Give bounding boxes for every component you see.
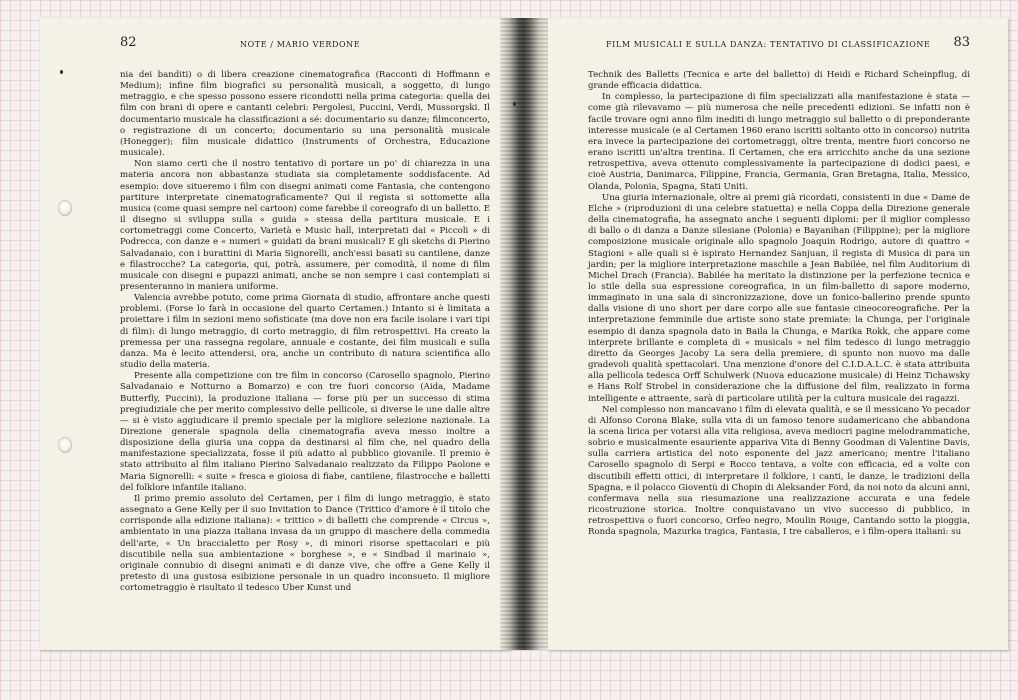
left-paragraph-1: nia dei banditi) o di libera creazione cinematografica (Racconti di Hoffmann e Medium); infine film biografici su personalità musicali, a soggetto, di lungo metraggio, e che spesso possono essere ricondotti nella prima categoria: quella dei film con brani di opere e cantanti celebri: Pergolesi, Puccini, Verdi, Mussorgski. Il documentario musicale ha classificazioni a sé: documentario su danze; filmconcerto, o registrazione di un concerto; documentario su una personalità musicale (Honegger); film musicale didattico (Instruments of Orchestra, Educazione musicale). [120,70,490,159]
right-running-head: FILM MUSICALI E SULLA DANZA: TENTATIVO DI CLASSIFICAZIONE [606,40,931,49]
punch-hole-upper [58,200,72,216]
right-paragraph-1: Technik des Balletts (Tecnica e arte del balletto) di Heidi e Richard Scheinpflug, di grande efficacia didattica. [588,70,970,92]
right-paragraph-4: Nel complesso non mancavano i film di elevata qualità, e se il messicano Yo pecador di Alfonso Corona Blake, sulla vita di un famoso tenore sudamericano che abbandona la scena lirica per votarsi alla vita religiosa, aveva mediocri pagine melodrammatiche, sobrio e musicalmente esauriente appariva Vita di Benny Goodman di Valentine Davis, sulla carriera artistica del noto esponente del jazz americano; mentre l'italiano Carosello spagnolo di Serpi e Rocco tentava, a volte con efficacia, ed a volte con discutibili effetti ottici, di interpretare il folklore, i canti, le danze, le tradizioni della Spagna, e il polacco Gioventù di Chopin di Aleksander Ford, da noi noto da alcuni anni, confermava nella sua riesumazione una realizzazione accurata e una fedele ricostruzione storica. Inoltre conquistavano un vivo successo di pubblico, in retrospettiva o fuori concorso, Orfeo negro, Moulin Rouge, Cantando sotto la pioggia, Ronda spagnola, Mazurka tragica, Fantasia, I tre caballeros, e i film-opera italiani: su [588,404,970,538]
right-page-header [588,35,970,60]
left-page-header [120,35,490,60]
right-page [548,18,1008,650]
punch-hole-lower [58,437,72,453]
book-gutter [500,18,550,650]
right-paragraph-3: Una giuria internazionale, oltre ai premi già ricordati, consistenti in due « Dame de Elche » (riproduzioni di una celebre statuetta) e nella Coppa della Direzione generale della cinematografia, ha assegnato anche i seguenti diplomi: per il miglior complesso di ballo o di danza a Danze silesiane (Polonia) e Bayanihan (Filippine); per la migliore composizione musicale originale allo spagnolo Joaquin Rodrigo, autore di quattro « Stagioni » alle quali si è ispirato Hernandez Sanjuan, il regista di Musica di para un jardin; per la migliore interpretazione maschile a Jean Babilée, nel film Auditorium di Michel Drach (Francia). Babilée ha meritato la distinzione per la perfezione tecnica e lo stile della sua espressione coreografica, in un film-balletto di sapore moderno, immaginato in una sala di sincronizzazione, dove un fonico-ballerino prende spunto dalla visione di uno short per dare corpo alle sue fantasie cineocoreografiche. Per la interpretazione femminile due artiste sono state premiate: la Chunga, per l'originale esempio di danza spagnola dato in Baila la Chunga, e Marika Rokk, che appare come interprete brillante e completa di « musicals » nel film tedesco di lungo metraggio diretto da Georges Jacoby La sera della premiere, di spunto non nuovo ma dalle gradevoli qualità spettacolari. Una menzione d'onore del C.I.D.A.L.C. è stata attribuita alla pellicola tedesca Orff Schulwerk (Nuova educazione musicale) di Heinz Tichawsky e Hans Rolf Strobel in considerazione che la diffusione del film, realizzato in forma intelligente e attraente, sarà di particolare utilità per la cultura musicale dei ragazzi. [588,192,970,404]
left-paragraph-5: Il primo premio assoluto del Certamen, per i film di lungo metraggio, è stato assegnato a Gene Kelly per il suo Invitation to Dance (Trittico d'amore è il titolo che corrisponde alla edizione italiana): « trittico » di balletti che comprende « Circus », ambientato in una piazza italiana invasa da un gruppo di maschere della commedia dell'arte, « Un braccialetto per Rosy », di minori risorse spettacolari e più discutibile nella sua ambientazione « borghese », e « Sindbad il marinaio », originale connubio di disegni animati e di danze vive, che offre a Gene Kelly il pretesto di una gustosa esibizione personale in un quadro inconsueto. Il migliore cortometraggio è risultato il tedesco Uber Kunst und [120,493,490,594]
left-paragraph-3: Valencia avrebbe potuto, come prima Giornata di studio, affrontare anche questi problemi. (Forse lo farà in occasione del quarto Certamen.) Intanto si è limitata a proiettare i film in sezioni meno sofisticate (ma dove non era facile isolare i vari tipi di film): di lungo metraggio, di corto metraggio, di film retrospettivi. Ha creato la premessa per una rassegna regolare, annuale e costante, dei film musicali e sulla danza. Ma è lecito attendersi, ora, anche un contributo di natura scientifica allo studio della materia. [120,293,490,371]
left-paragraph-4: Presente alla competizione con tre film in concorso (Carosello spagnolo, Pierino Salvadanaio e Notturno a Bomarzo) e con tre fuori concorso (Aida, Madame Butterfly, Puccini), la produzione italiana — forse più per un successo di stima pregiudiziale che per merito complessivo delle pellicole, si diverse le une dalle altre — si è visto aggiudicare il premio speciale per la migliore selezione nazionale. La Direzione generale spagnola della cinematografia aveva messo inoltre a disposizione della giuria una coppa da destinarsi al film che, nel quadro della manifestazione specializzata, fosse il più adatto al pubblico giovanile. Il premio è stato attribuito al film italiano Pierino Salvadanaio realizzato da Filippo Paolone e Maria Signorelli: « suite » fresca e gioiosa di fiabe, cantilene, filastrocche e balletti del folklore infantile italiano. [120,371,490,493]
right-paragraph-2: In complesso, la partecipazione di film specializzati alla manifestazione è stata — come già rilevavamo — più numerosa che nelle precedenti edizioni. Se infatti non è facile trovare ogni anno film inediti di lungo metraggio sul balletto o di preponderante interesse musicale (e al Certamen 1960 erano iscritti soltanto otto in concorso) nutrita era invece la partecipazione dei cortometraggi, oltre trenta, mentre fuori concorso ne erano iscritti un'altra trentina. Il Certamen, che era arricchito anche da una sezione retrospettiva, aveva ottenuto complessivamente la partecipazione di dodici paesi, e cioè Austria, Danimarca, Filippine, Francia, Germania, Gran Bretagna, Italia, Messico, Olanda, Polonia, Spagna, Stati Uniti. [588,92,970,192]
left-page [40,18,510,650]
ink-speck [60,70,63,74]
left-paragraph-2: Non siamo certi che il nostro tentativo di portare un po' di chiarezza in una materia ancora non abbastanza studiata sia completamente soddisfacente. Ad esempio: dove situeremo i film con disegni animati come Fantasia, che contengono partiture interpretate cinematograficamente? Qui il regista si sottomette alla musica (come quasi sempre nel cartoon) come farebbe il coreografo di un balletto. E il disegno si sviluppa sulla « guida » stessa della partitura musicale. E i cortometraggi come Concerto, Varietà e Music hall, interpretati dai « Piccoli » di Podrecca, con danze e « numeri » guidati da brani musicali? E gli sketchs di Pierino Salvadanaio, con i burattini di Maria Signorelli, anch'essi basati su cantilene, danze e filastrocche? La categoria, qui, potrà, assumere, per comodità, il nome di film musicale con disegni e pupazzi animati, anche se non sempre i casi contemplati si presenteranno in maniera uniforme. [120,159,490,292]
left-running-head: NOTE / MARIO VERDONE [240,40,361,49]
ink-speck-gutter [513,102,516,106]
left-page-number: 82 [120,35,137,50]
right-page-number: 83 [953,35,970,50]
